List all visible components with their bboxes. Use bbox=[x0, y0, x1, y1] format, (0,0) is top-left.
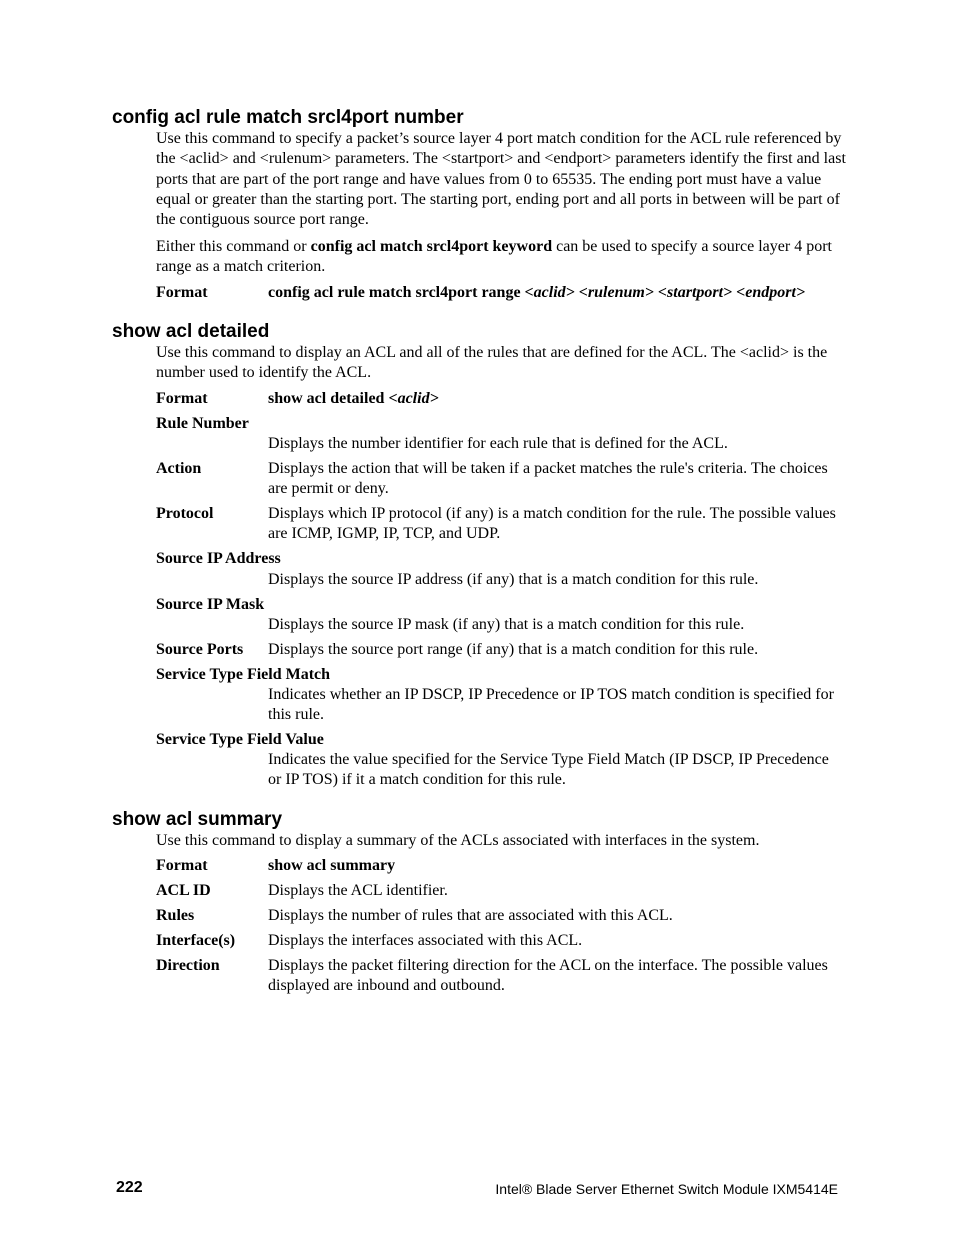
field-description: Displays the action that will be taken if a packet matches the rule's criteria. The choices are permit or deny. bbox=[268, 460, 828, 498]
field-term: Source Ports bbox=[156, 641, 244, 658]
format-label: Format bbox=[156, 390, 208, 407]
footer-document-title: Intel® Blade Server Ethernet Switch Module IXM5414E bbox=[495, 1181, 838, 1197]
srcl4port-alternative-note bbox=[156, 237, 846, 278]
note-command: config acl match srcl4port keyword bbox=[310, 238, 553, 255]
field-term: Rule Number bbox=[156, 415, 249, 432]
field-term: Service Type Field Value bbox=[156, 731, 324, 748]
field-description: Indicates the value specified for the Service Type Field Match (IP DSCP, IP Precedence or IP TOS) if it a match condition for this rule. bbox=[268, 751, 829, 789]
field-description: Displays the interfaces associated with this ACL. bbox=[268, 932, 583, 949]
field-term: Rules bbox=[156, 907, 195, 924]
field-term: Interface(s) bbox=[156, 932, 236, 949]
format-label: Format bbox=[156, 284, 208, 301]
section-heading-show-acl-summary: show acl summary bbox=[112, 809, 283, 830]
field-term: Source IP Address bbox=[156, 550, 281, 567]
section-heading-srcl4port: config acl rule match srcl4port number bbox=[112, 107, 464, 128]
note-text-post: can be used to specify a source layer 4 port range as a match criterion. bbox=[156, 238, 832, 276]
page-number: 222 bbox=[116, 1179, 143, 1196]
format-command bbox=[268, 283, 805, 303]
note-text-pre: Either this command or bbox=[156, 238, 311, 255]
field-description: Displays the source IP address (if any) that is a match condition for this rule. bbox=[268, 571, 759, 588]
format-command-text: show acl detailed bbox=[268, 390, 389, 407]
field-term: Protocol bbox=[156, 505, 214, 522]
field-term: ACL ID bbox=[156, 882, 211, 899]
format-command: show acl summary bbox=[268, 857, 396, 874]
field-description: Displays the packet filtering direction for the ACL on the interface. The possible values displayed are inbound and outbound. bbox=[268, 957, 828, 995]
field-description: Displays the number of rules that are associated with this ACL. bbox=[268, 907, 673, 924]
show-acl-summary-description: Use this command to display a summary of the ACLs associated with interfaces in the system. bbox=[156, 832, 760, 849]
field-term: Source IP Mask bbox=[156, 596, 265, 613]
show-acl-detailed-description: Use this command to display an ACL and all of the rules that are defined for the ACL. The <aclid> is the number used to identify the ACL. bbox=[156, 344, 828, 382]
section-heading-show-acl-detailed: show acl detailed bbox=[112, 321, 270, 342]
field-description: Indicates whether an IP DSCP, IP Precedence or IP TOS match condition is specified for this rule. bbox=[268, 686, 834, 724]
format-label: Format bbox=[156, 857, 208, 874]
field-description: Displays the number identifier for each rule that is defined for the ACL. bbox=[268, 435, 728, 452]
field-description: Displays the source IP mask (if any) that is a match condition for this rule. bbox=[268, 616, 745, 633]
format-command bbox=[268, 389, 439, 409]
field-description: Displays which IP protocol (if any) is a match condition for the rule. The possible values are ICMP, IGMP, IP, TCP, and UDP. bbox=[268, 505, 836, 543]
format-command-args: <aclid> bbox=[388, 390, 439, 407]
field-term: Service Type Field Match bbox=[156, 666, 331, 683]
format-command-text: config acl rule match srcl4port range bbox=[268, 284, 525, 301]
format-command-args: <aclid> <rulenum> <startport> <endport> bbox=[524, 284, 806, 301]
field-description: Displays the source port range (if any) that is a match condition for this rule. bbox=[268, 641, 759, 658]
field-term: Action bbox=[156, 460, 202, 477]
field-term: Direction bbox=[156, 957, 220, 974]
srcl4port-description: Use this command to specify a packet’s source layer 4 port match condition for the ACL rule referenced by the <aclid> and <rulenum> parameters. The <startport> and <endport> parameters identify the first and last ports that are part of the port range and have values from 0 to 65535. The ending port must have a value equal or greater than the starting port. The starting port, ending port and all ports in between will be part of the contiguous source port range. bbox=[156, 130, 846, 229]
field-description: Displays the ACL identifier. bbox=[268, 882, 448, 899]
